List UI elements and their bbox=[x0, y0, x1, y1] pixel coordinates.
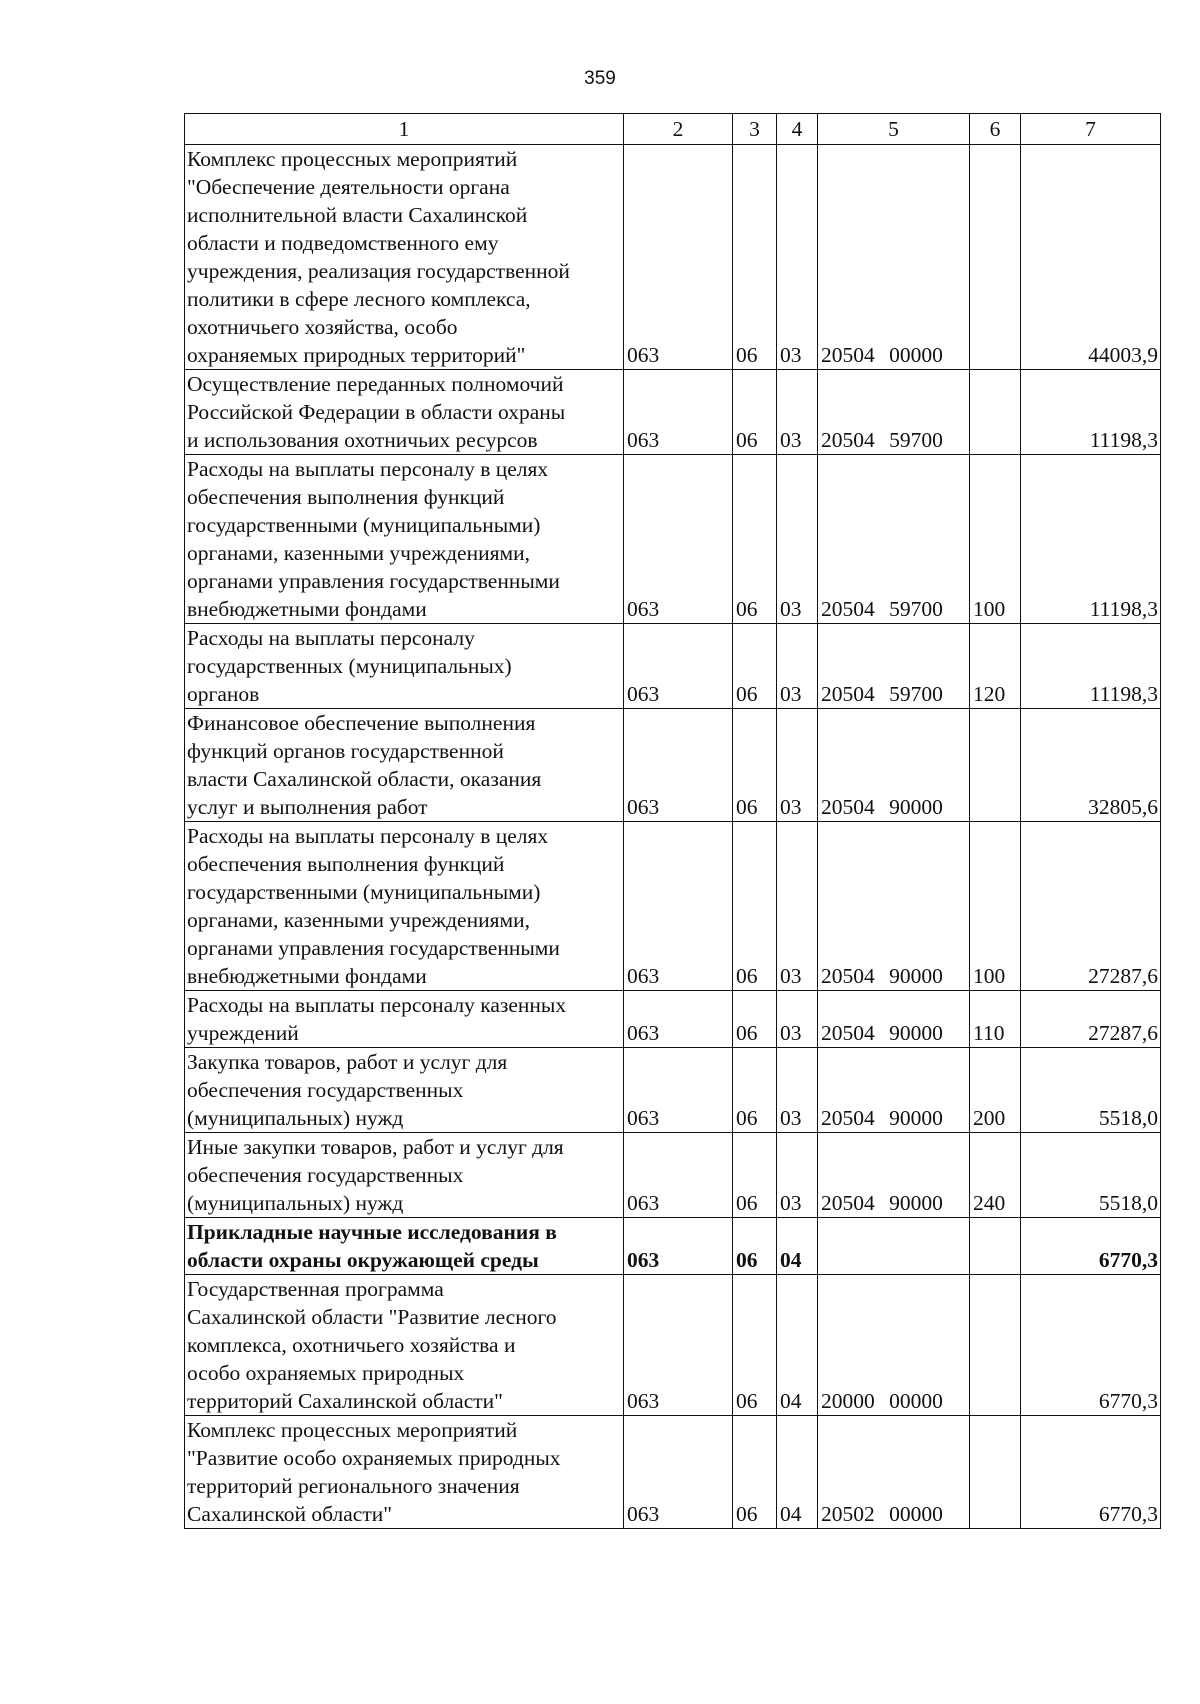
item-name-line: государственными (муниципальными) bbox=[187, 880, 541, 904]
item-name-line: охотничьего хозяйства, особо bbox=[187, 315, 458, 339]
grbs-code-cell: 063 bbox=[624, 822, 733, 991]
target-item-code-cell: 20504 00000 bbox=[818, 145, 970, 370]
item-name-line: государственных (муниципальных) bbox=[187, 654, 512, 678]
section-code-cell: 06 bbox=[733, 1416, 777, 1529]
item-name-line: Прикладные научные исследования в bbox=[187, 1220, 557, 1244]
item-name-line: учреждения, реализация государственной bbox=[187, 259, 570, 283]
grbs-code-cell: 063 bbox=[624, 370, 733, 455]
item-name-line: Расходы на выплаты персоналу bbox=[187, 626, 475, 650]
subsection-code-cell: 03 bbox=[777, 370, 818, 455]
expense-type-code-cell: 110 bbox=[970, 991, 1021, 1048]
table-row bbox=[185, 991, 1161, 1048]
item-name-cell bbox=[185, 1275, 624, 1416]
table-row bbox=[185, 709, 1161, 822]
table-row bbox=[185, 1416, 1161, 1529]
target-item-code-cell: 20504 90000 bbox=[818, 1133, 970, 1218]
item-name-cell bbox=[185, 1133, 624, 1218]
grbs-code-cell: 063 bbox=[624, 1416, 733, 1529]
item-name-line: Российской Федерации в области охраны bbox=[187, 400, 566, 424]
item-name-line: внебюджетными фондами bbox=[187, 597, 427, 621]
amount-cell: 27287,6 bbox=[1021, 822, 1161, 991]
item-name-line: Государственная программа bbox=[187, 1277, 444, 1301]
header-cell: 7 bbox=[1021, 114, 1161, 145]
subsection-code-cell: 03 bbox=[777, 822, 818, 991]
item-name-line: Расходы на выплаты персоналу в целях bbox=[187, 824, 549, 848]
item-name-line: территорий регионального значения bbox=[187, 1474, 520, 1498]
target-item-code-cell: 20504 90000 bbox=[818, 709, 970, 822]
item-name-line: исполнительной власти Сахалинской bbox=[187, 203, 528, 227]
section-code-cell: 06 bbox=[733, 709, 777, 822]
item-name-cell bbox=[185, 624, 624, 709]
item-name-line: Расходы на выплаты персоналу в целях bbox=[187, 457, 549, 481]
section-code-cell: 06 bbox=[733, 1218, 777, 1275]
section-code-cell: 06 bbox=[733, 1275, 777, 1416]
amount-cell: 27287,6 bbox=[1021, 991, 1161, 1048]
item-name-line: власти Сахалинской области, оказания bbox=[187, 767, 542, 791]
expense-type-code-cell bbox=[970, 370, 1021, 455]
item-name-line: охраняемых природных территорий" bbox=[187, 343, 526, 367]
section-code-cell: 06 bbox=[733, 991, 777, 1048]
section-code-cell: 06 bbox=[733, 822, 777, 991]
subsection-code-cell: 04 bbox=[777, 1275, 818, 1416]
amount-cell: 11198,3 bbox=[1021, 455, 1161, 624]
item-name-line: государственными (муниципальными) bbox=[187, 513, 541, 537]
expense-type-code-cell bbox=[970, 145, 1021, 370]
subsection-code-cell: 04 bbox=[777, 1218, 818, 1275]
header-cell: 3 bbox=[733, 114, 777, 145]
item-name-line: органами управления государственными bbox=[187, 569, 560, 593]
header-cell: 1 bbox=[185, 114, 624, 145]
amount-cell: 5518,0 bbox=[1021, 1133, 1161, 1218]
target-item-code-cell: 20504 90000 bbox=[818, 1048, 970, 1133]
section-code-cell: 06 bbox=[733, 370, 777, 455]
target-item-code-cell: 20504 59700 bbox=[818, 624, 970, 709]
target-item-code-cell: 20504 59700 bbox=[818, 455, 970, 624]
grbs-code-cell: 063 bbox=[624, 1048, 733, 1133]
item-name-line: Комплекс процессных мероприятий bbox=[187, 147, 518, 171]
table-row bbox=[185, 370, 1161, 455]
budget-table bbox=[184, 113, 1161, 1529]
table-row bbox=[185, 145, 1161, 370]
grbs-code-cell: 063 bbox=[624, 455, 733, 624]
expense-type-code-cell: 200 bbox=[970, 1048, 1021, 1133]
section-code-cell: 06 bbox=[733, 145, 777, 370]
item-name-line: политики в сфере лесного комплекса, bbox=[187, 287, 531, 311]
expense-type-code-cell: 240 bbox=[970, 1133, 1021, 1218]
table-row bbox=[185, 1218, 1161, 1275]
grbs-code-cell: 063 bbox=[624, 624, 733, 709]
target-item-code-cell: 20504 90000 bbox=[818, 822, 970, 991]
item-name-line: органами, казенными учреждениями, bbox=[187, 908, 530, 932]
item-name-line: функций органов государственной bbox=[187, 739, 504, 763]
item-name-cell bbox=[185, 1218, 624, 1275]
item-name-line: Сахалинской области "Развитие лесного bbox=[187, 1305, 557, 1329]
item-name-cell bbox=[185, 1048, 624, 1133]
amount-cell: 11198,3 bbox=[1021, 624, 1161, 709]
grbs-code-cell: 063 bbox=[624, 145, 733, 370]
item-name-line: учреждений bbox=[187, 1021, 299, 1045]
amount-cell: 6770,3 bbox=[1021, 1275, 1161, 1416]
item-name-cell bbox=[185, 370, 624, 455]
grbs-code-cell: 063 bbox=[624, 709, 733, 822]
header-cell: 4 bbox=[777, 114, 818, 145]
item-name-line: органов bbox=[187, 682, 260, 706]
expense-type-code-cell bbox=[970, 1416, 1021, 1529]
item-name-cell bbox=[185, 709, 624, 822]
grbs-code-cell: 063 bbox=[624, 991, 733, 1048]
item-name-line: Расходы на выплаты персоналу казенных bbox=[187, 993, 567, 1017]
grbs-code-cell: 063 bbox=[624, 1133, 733, 1218]
item-name-line: обеспечения государственных bbox=[187, 1078, 464, 1102]
table-row bbox=[185, 1048, 1161, 1133]
item-name-line: Осуществление переданных полномочий bbox=[187, 372, 564, 396]
item-name-line: внебюджетными фондами bbox=[187, 964, 427, 988]
page-number: 359 bbox=[584, 68, 616, 89]
target-item-code-cell: 20504 90000 bbox=[818, 991, 970, 1048]
item-name-cell bbox=[185, 145, 624, 370]
header-cell: 2 bbox=[624, 114, 733, 145]
target-item-code-cell bbox=[818, 1218, 970, 1275]
expense-type-code-cell: 100 bbox=[970, 455, 1021, 624]
target-item-code-cell: 20502 00000 bbox=[818, 1416, 970, 1529]
subsection-code-cell: 03 bbox=[777, 1048, 818, 1133]
item-name-line: Финансовое обеспечение выполнения bbox=[187, 711, 536, 735]
subsection-code-cell: 03 bbox=[777, 624, 818, 709]
amount-cell: 6770,3 bbox=[1021, 1416, 1161, 1529]
item-name-line: особо охраняемых природных bbox=[187, 1361, 465, 1385]
item-name-line: "Развитие особо охраняемых природных bbox=[187, 1446, 561, 1470]
expense-type-code-cell bbox=[970, 1275, 1021, 1416]
subsection-code-cell: 04 bbox=[777, 1416, 818, 1529]
expense-type-code-cell bbox=[970, 709, 1021, 822]
item-name-line: области и подведомственного ему bbox=[187, 231, 499, 255]
item-name-line: (муниципальных) нужд bbox=[187, 1191, 404, 1215]
table-row bbox=[185, 1275, 1161, 1416]
target-item-code-cell: 20504 59700 bbox=[818, 370, 970, 455]
table-row bbox=[185, 1133, 1161, 1218]
item-name-line: Закупка товаров, работ и услуг для bbox=[187, 1050, 508, 1074]
expense-type-code-cell: 120 bbox=[970, 624, 1021, 709]
amount-cell: 6770,3 bbox=[1021, 1218, 1161, 1275]
section-code-cell: 06 bbox=[733, 1133, 777, 1218]
item-name-cell bbox=[185, 1416, 624, 1529]
subsection-code-cell: 03 bbox=[777, 455, 818, 624]
item-name-line: обеспечения государственных bbox=[187, 1163, 464, 1187]
header-cell: 6 bbox=[970, 114, 1021, 145]
amount-cell: 32805,6 bbox=[1021, 709, 1161, 822]
expense-type-code-cell: 100 bbox=[970, 822, 1021, 991]
item-name-line: и использования охотничьих ресурсов bbox=[187, 428, 538, 452]
subsection-code-cell: 03 bbox=[777, 145, 818, 370]
item-name-cell bbox=[185, 455, 624, 624]
amount-cell: 5518,0 bbox=[1021, 1048, 1161, 1133]
item-name-line: области охраны окружающей среды bbox=[187, 1248, 539, 1272]
table-row bbox=[185, 822, 1161, 991]
item-name-line: обеспечения выполнения функций bbox=[187, 852, 505, 876]
item-name-line: органами управления государственными bbox=[187, 936, 560, 960]
table-row bbox=[185, 455, 1161, 624]
amount-cell: 11198,3 bbox=[1021, 370, 1161, 455]
item-name-line: Иные закупки товаров, работ и услуг для bbox=[187, 1135, 564, 1159]
grbs-code-cell: 063 bbox=[624, 1218, 733, 1275]
item-name-line: органами, казенными учреждениями, bbox=[187, 541, 530, 565]
item-name-line: услуг и выполнения работ bbox=[187, 795, 428, 819]
grbs-code-cell: 063 bbox=[624, 1275, 733, 1416]
item-name-cell bbox=[185, 822, 624, 991]
subsection-code-cell: 03 bbox=[777, 709, 818, 822]
item-name-cell bbox=[185, 991, 624, 1048]
section-code-cell: 06 bbox=[733, 455, 777, 624]
item-name-line: (муниципальных) нужд bbox=[187, 1106, 404, 1130]
table-header-row bbox=[185, 114, 1161, 145]
section-code-cell: 06 bbox=[733, 1048, 777, 1133]
item-name-line: Комплекс процессных мероприятий bbox=[187, 1418, 518, 1442]
item-name-line: территорий Сахалинской области" bbox=[187, 1389, 503, 1413]
expense-type-code-cell bbox=[970, 1218, 1021, 1275]
subsection-code-cell: 03 bbox=[777, 1133, 818, 1218]
section-code-cell: 06 bbox=[733, 624, 777, 709]
target-item-code-cell: 20000 00000 bbox=[818, 1275, 970, 1416]
table-row bbox=[185, 624, 1161, 709]
item-name-line: комплекса, охотничьего хозяйства и bbox=[187, 1333, 516, 1357]
subsection-code-cell: 03 bbox=[777, 991, 818, 1048]
item-name-line: обеспечения выполнения функций bbox=[187, 485, 505, 509]
item-name-line: "Обеспечение деятельности органа bbox=[187, 175, 510, 199]
header-cell: 5 bbox=[818, 114, 970, 145]
amount-cell: 44003,9 bbox=[1021, 145, 1161, 370]
item-name-line: Сахалинской области" bbox=[187, 1502, 392, 1526]
